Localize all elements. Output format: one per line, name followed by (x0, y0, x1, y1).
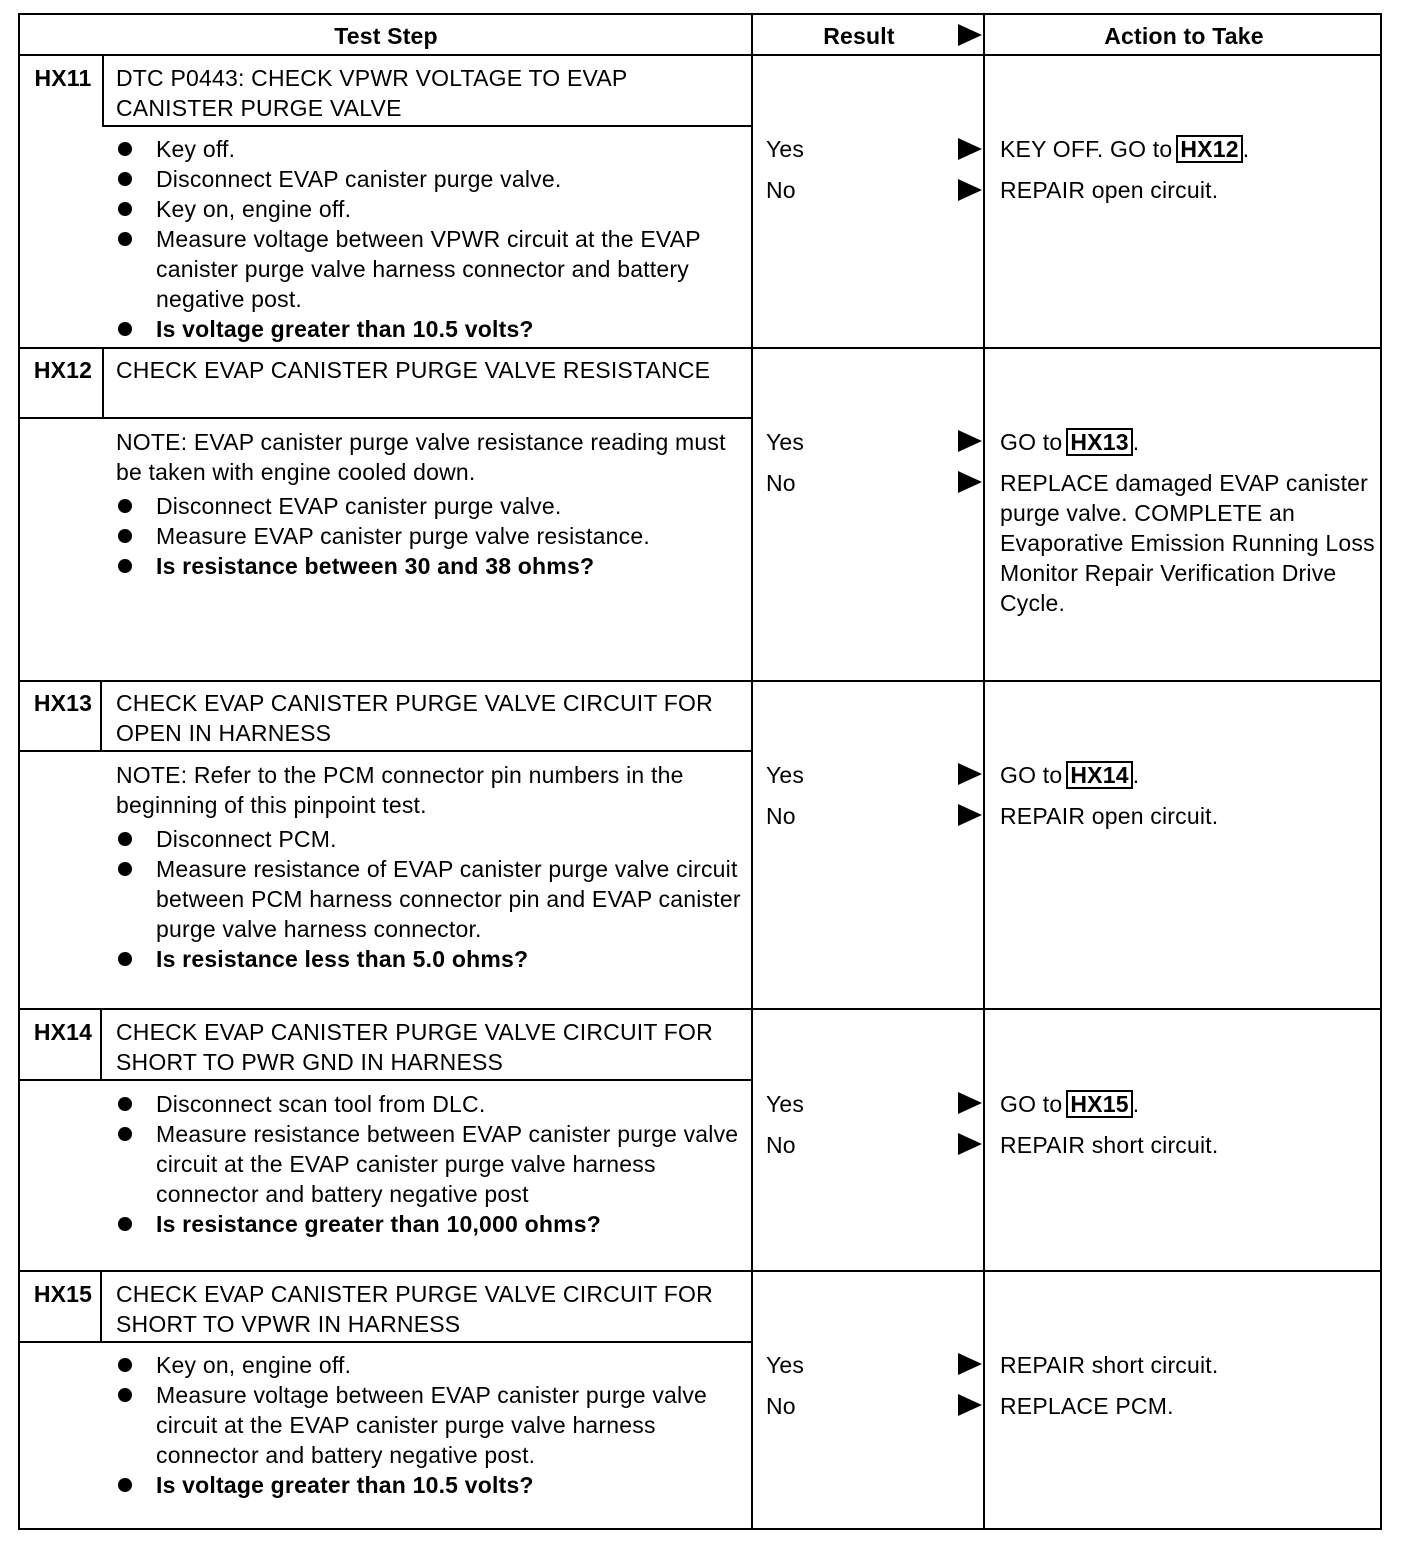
step-bullet: Disconnect EVAP canister purge valve. (116, 491, 746, 521)
step-note: NOTE: EVAP canister purge valve resistance reading must be taken with engine cooled down. (116, 429, 726, 485)
action-yes: GO to HX13 . (1000, 429, 1140, 455)
bullet-icon (118, 832, 132, 846)
arrow-icon (958, 1092, 982, 1114)
row-divider (20, 1270, 1382, 1272)
bullet-icon (118, 172, 132, 186)
arrow-icon (958, 804, 982, 826)
column-divider (751, 15, 753, 1530)
header-result: Result (823, 23, 895, 49)
action-yes: REPAIR short circuit. (1000, 1352, 1219, 1378)
title-divider (20, 417, 752, 419)
step-id: HX11 (34, 65, 92, 91)
step-question: Is resistance less than 5.0 ohms? (116, 944, 746, 974)
header-test-step: Test Step (334, 23, 438, 49)
step-title: CHECK EVAP CANISTER PURGE VALVE CIRCUIT FOR SHORT TO PWR GND IN HARNESS (116, 1019, 713, 1075)
bullet-icon (118, 499, 132, 513)
title-divider (102, 125, 752, 127)
bullet-icon (118, 142, 132, 156)
step-bullet: Measure resistance between EVAP canister purge valve circuit at the EVAP canister purge valve harness connector and battery negative post (116, 1119, 746, 1209)
arrow-icon (958, 1353, 982, 1375)
title-divider (20, 750, 752, 752)
result-no: No (766, 470, 796, 496)
arrow-icon (958, 138, 982, 160)
step-title: CHECK EVAP CANISTER PURGE VALVE CIRCUIT FOR OPEN IN HARNESS (116, 690, 713, 746)
row-divider (20, 680, 1382, 682)
action-no: REPLACE PCM. (1000, 1393, 1174, 1419)
step-question: Is resistance greater than 10,000 ohms? (116, 1209, 746, 1239)
step-bullet: Measure EVAP canister purge valve resistance. (116, 521, 746, 551)
bullet-icon (118, 1097, 132, 1111)
step-bullet: Measure resistance of EVAP canister purge valve circuit between PCM harness connector pin and EVAP canister purge valve harness connector. (116, 854, 746, 944)
step-bullet: Key on, engine off. (116, 194, 746, 224)
step-ref-link[interactable]: HX13 (1066, 428, 1132, 456)
title-divider (20, 1341, 752, 1343)
bullet-icon (118, 559, 132, 573)
step-id: HX12 (33, 357, 93, 383)
step-title: CHECK EVAP CANISTER PURGE VALVE RESISTANCE (116, 357, 711, 383)
step-ref-link[interactable]: HX14 (1066, 761, 1132, 789)
action-no: REPAIR open circuit. (1000, 803, 1219, 829)
step-question: Is resistance between 30 and 38 ohms? (116, 551, 746, 581)
action-no: REPAIR open circuit. (1000, 177, 1219, 203)
step-bullet: Key on, engine off. (116, 1350, 746, 1380)
bullet-icon (118, 322, 132, 336)
step-body (116, 1089, 746, 1239)
arrow-icon (958, 1394, 982, 1416)
row-divider (20, 1008, 1382, 1010)
result-yes: Yes (766, 1352, 805, 1378)
step-title: CHECK EVAP CANISTER PURGE VALVE CIRCUIT FOR SHORT TO VPWR IN HARNESS (116, 1281, 713, 1337)
step-body (116, 427, 746, 581)
step-ref-link[interactable]: HX15 (1066, 1090, 1132, 1118)
action-yes: GO to HX15 . (1000, 1091, 1140, 1117)
result-yes: Yes (766, 429, 805, 455)
bullet-icon (118, 1217, 132, 1231)
result-no: No (766, 803, 796, 829)
step-id: HX13 (33, 690, 93, 716)
result-no: No (766, 1132, 796, 1158)
step-title: DTC P0443: CHECK VPWR VOLTAGE TO EVAP CANISTER PURGE VALVE (116, 65, 627, 121)
bullet-icon (118, 1388, 132, 1402)
action-yes: KEY OFF. GO to HX12 . (1000, 136, 1250, 162)
header-arrow-icon (958, 24, 982, 46)
result-no: No (766, 1393, 796, 1419)
bullet-icon (118, 232, 132, 246)
row-divider (20, 347, 1382, 349)
header-action: Action to Take (1104, 23, 1264, 49)
bullet-icon (118, 862, 132, 876)
arrow-icon (958, 471, 982, 493)
bullet-icon (118, 952, 132, 966)
action-yes: GO to HX14 . (1000, 762, 1140, 788)
step-bullet: Key off. (116, 134, 746, 164)
title-divider (20, 1079, 752, 1081)
step-id: HX14 (33, 1019, 93, 1045)
result-no: No (766, 177, 796, 203)
step-ref-link[interactable]: HX12 (1176, 135, 1242, 163)
pinpoint-test-table (18, 13, 1382, 1530)
step-id: HX15 (33, 1281, 93, 1307)
result-yes: Yes (766, 136, 805, 162)
bullet-icon (118, 202, 132, 216)
step-body (116, 134, 746, 344)
result-yes: Yes (766, 762, 805, 788)
arrow-icon (958, 430, 982, 452)
arrow-icon (958, 763, 982, 785)
step-bullet: Measure voltage between VPWR circuit at the EVAP canister purge valve harness connector and battery negative post. (116, 224, 746, 314)
arrow-icon (958, 1133, 982, 1155)
bullet-icon (118, 529, 132, 543)
step-question: Is voltage greater than 10.5 volts? (116, 1470, 746, 1500)
bullet-icon (118, 1358, 132, 1372)
result-yes: Yes (766, 1091, 805, 1117)
bullet-icon (118, 1478, 132, 1492)
action-no: REPAIR short circuit. (1000, 1132, 1219, 1158)
bullet-icon (118, 1127, 132, 1141)
step-bullet: Measure voltage between EVAP canister purge valve circuit at the EVAP canister purge valve harness connector and battery negative post. (116, 1380, 746, 1470)
step-note: NOTE: Refer to the PCM connector pin numbers in the beginning of this pinpoint test. (116, 762, 684, 818)
action-no: REPLACE damaged EVAP canister purge valve. COMPLETE an Evaporative Emission Running Loss Monitor Repair Verification Drive Cycle. (1000, 470, 1375, 616)
step-body (116, 760, 746, 974)
step-bullet: Disconnect scan tool from DLC. (116, 1089, 746, 1119)
step-bullet: Disconnect PCM. (116, 824, 746, 854)
step-question: Is voltage greater than 10.5 volts? (116, 314, 746, 344)
row-divider (20, 54, 1382, 56)
step-body (116, 1350, 746, 1500)
step-bullet: Disconnect EVAP canister purge valve. (116, 164, 746, 194)
column-divider (983, 15, 985, 1530)
arrow-icon (958, 179, 982, 201)
